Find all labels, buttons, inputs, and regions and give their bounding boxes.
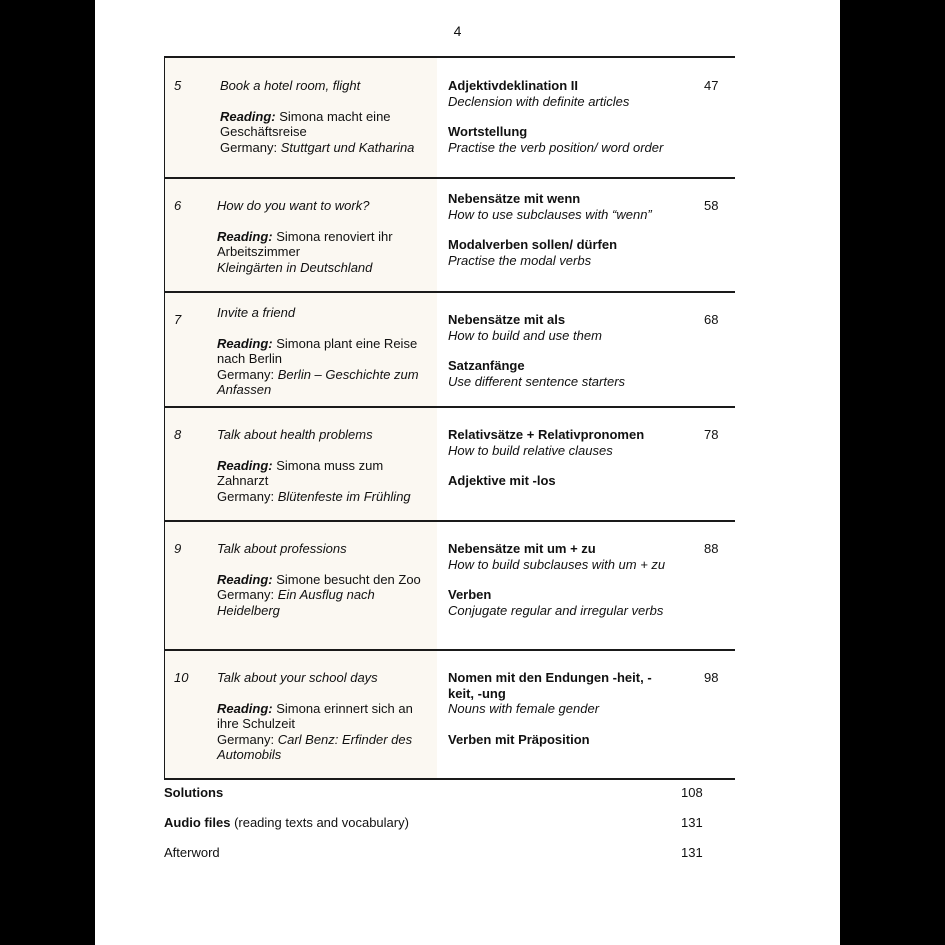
grammar-title: Verben xyxy=(448,587,492,602)
grammar-content xyxy=(448,541,678,618)
unit-number: 5 xyxy=(174,78,182,93)
germany-text: Blütenfeste im Frühling xyxy=(277,488,411,504)
page-number: 4 xyxy=(453,23,462,39)
unit-number: 6 xyxy=(174,198,182,213)
unit-topic: Talk about health problems xyxy=(217,427,373,442)
reading-text: Simona plant eine Reise nach Berlin xyxy=(217,335,418,366)
germany-label: Germany: xyxy=(217,366,275,382)
germany-text: Carl Benz: Erfinder des Automobils xyxy=(217,731,413,762)
unit-topic: Talk about professions xyxy=(217,541,347,556)
grammar-content xyxy=(448,427,678,489)
entry-label: Afterword xyxy=(164,845,220,860)
page-reference[interactable]: 78 xyxy=(704,427,719,442)
reading-label: Reading: xyxy=(220,108,276,124)
grammar-description: Practise the modal verbs xyxy=(448,252,592,268)
unit-topic: How do you want to work? xyxy=(217,198,370,213)
grammar-title: Wortstellung xyxy=(448,124,528,139)
reading-text: Simona macht eine Geschäftsreise xyxy=(220,108,391,139)
germany-text: Berlin – Geschichte zum Anfassen xyxy=(217,366,419,397)
toc-row-unit-7 xyxy=(164,293,735,408)
grammar-content xyxy=(448,191,678,268)
grammar-description: How to build subclauses with um + zu xyxy=(448,556,666,572)
grammar-description: Practise the verb position/ word order xyxy=(448,139,664,155)
grammar-title: Satzanfänge xyxy=(448,358,525,373)
germany-text: Kleingärten in Deutschland xyxy=(217,259,373,275)
unit-content xyxy=(217,670,429,763)
unit-content xyxy=(217,305,429,398)
grammar-content xyxy=(448,312,678,389)
unit-content xyxy=(217,198,429,275)
toc-row-unit-10 xyxy=(164,651,735,780)
grammar-title: Relativsätze + Relativpronomen xyxy=(448,427,645,442)
grammar-content xyxy=(448,78,678,155)
reading-label: Reading: xyxy=(217,571,273,587)
reading-label: Reading: xyxy=(217,457,273,473)
grammar-description: How to build relative clauses xyxy=(448,442,613,458)
entry-label: Solutions xyxy=(164,785,224,800)
unit-number: 9 xyxy=(174,541,182,556)
grammar-description: Conjugate regular and irregular verbs xyxy=(448,602,664,618)
unit-content xyxy=(217,427,429,504)
unit-topic: Invite a friend xyxy=(217,305,296,320)
grammar-title: Nebensätze mit wenn xyxy=(448,191,581,206)
grammar-description: Nouns with female gender xyxy=(448,701,600,716)
reading-label: Reading: xyxy=(217,335,273,351)
reading-text: Simona erinnert sich an ihre Schulzeit xyxy=(217,700,413,731)
toc-table xyxy=(164,56,735,780)
reading-text: Simona renoviert ihr Arbeitszimmer xyxy=(217,228,393,259)
reading-label: Reading: xyxy=(217,228,273,244)
germany-label: Germany: xyxy=(220,139,278,155)
toc-row-unit-5 xyxy=(164,58,735,179)
toc-entry-audio-files[interactable] xyxy=(164,815,735,830)
germany-text: Ein Ausflug nach Heidelberg xyxy=(217,587,375,618)
grammar-description: Declension with definite articles xyxy=(448,93,630,109)
germany-label: Germany: xyxy=(217,488,275,504)
toc-row-unit-9 xyxy=(164,522,735,651)
unit-content xyxy=(217,541,429,618)
page-reference[interactable]: 108 xyxy=(681,785,703,800)
toc-row-unit-6 xyxy=(164,179,735,293)
unit-topic: Book a hotel room, flight xyxy=(220,78,361,93)
entry-label: Audio files xyxy=(164,815,231,830)
germany-text: Stuttgart und Katharina xyxy=(280,139,415,155)
page-reference[interactable]: 47 xyxy=(704,78,719,93)
page-reference[interactable]: 68 xyxy=(704,312,719,327)
grammar-title: Nebensätze mit als xyxy=(448,312,566,327)
unit-number: 7 xyxy=(174,312,182,327)
grammar-title: Verben mit Präposition xyxy=(448,731,590,747)
grammar-description: How to build and use them xyxy=(448,327,602,343)
grammar-content xyxy=(448,670,663,747)
entry-label-suffix: (reading texts and vocabulary) xyxy=(230,815,409,830)
unit-number: 8 xyxy=(174,427,182,442)
toc-entry-afterword[interactable] xyxy=(164,845,735,860)
page-reference[interactable]: 88 xyxy=(704,541,719,556)
grammar-title: Nebensätze mit um + zu xyxy=(448,541,596,556)
page-reference[interactable]: 131 xyxy=(681,845,703,860)
germany-label: Germany: xyxy=(217,731,275,747)
reading-text: Simona muss zum Zahnarzt xyxy=(217,457,384,488)
unit-content xyxy=(220,78,432,155)
document-page xyxy=(95,0,840,945)
toc-entry-solutions[interactable] xyxy=(164,785,735,800)
reading-label: Reading: xyxy=(217,700,273,716)
grammar-title: Adjektive mit -los xyxy=(448,473,556,488)
grammar-description: How to use subclauses with “wenn” xyxy=(448,206,652,222)
page-reference[interactable]: 131 xyxy=(681,815,703,830)
grammar-title: Nomen mit den Endungen -heit, -keit, -ung xyxy=(448,670,652,701)
germany-label: Germany: xyxy=(217,587,275,602)
toc-row-unit-8 xyxy=(164,408,735,522)
reading-text: Simone besucht den Zoo xyxy=(276,571,421,587)
grammar-title: Adjektivdeklination II xyxy=(448,78,579,93)
unit-number: 10 xyxy=(174,670,189,685)
page-reference[interactable]: 58 xyxy=(704,198,719,213)
grammar-title: Modalverben sollen/ dürfen xyxy=(448,237,618,252)
grammar-description: Use different sentence starters xyxy=(448,373,626,389)
unit-topic: Talk about your school days xyxy=(217,670,378,685)
page-reference[interactable]: 98 xyxy=(704,670,719,685)
